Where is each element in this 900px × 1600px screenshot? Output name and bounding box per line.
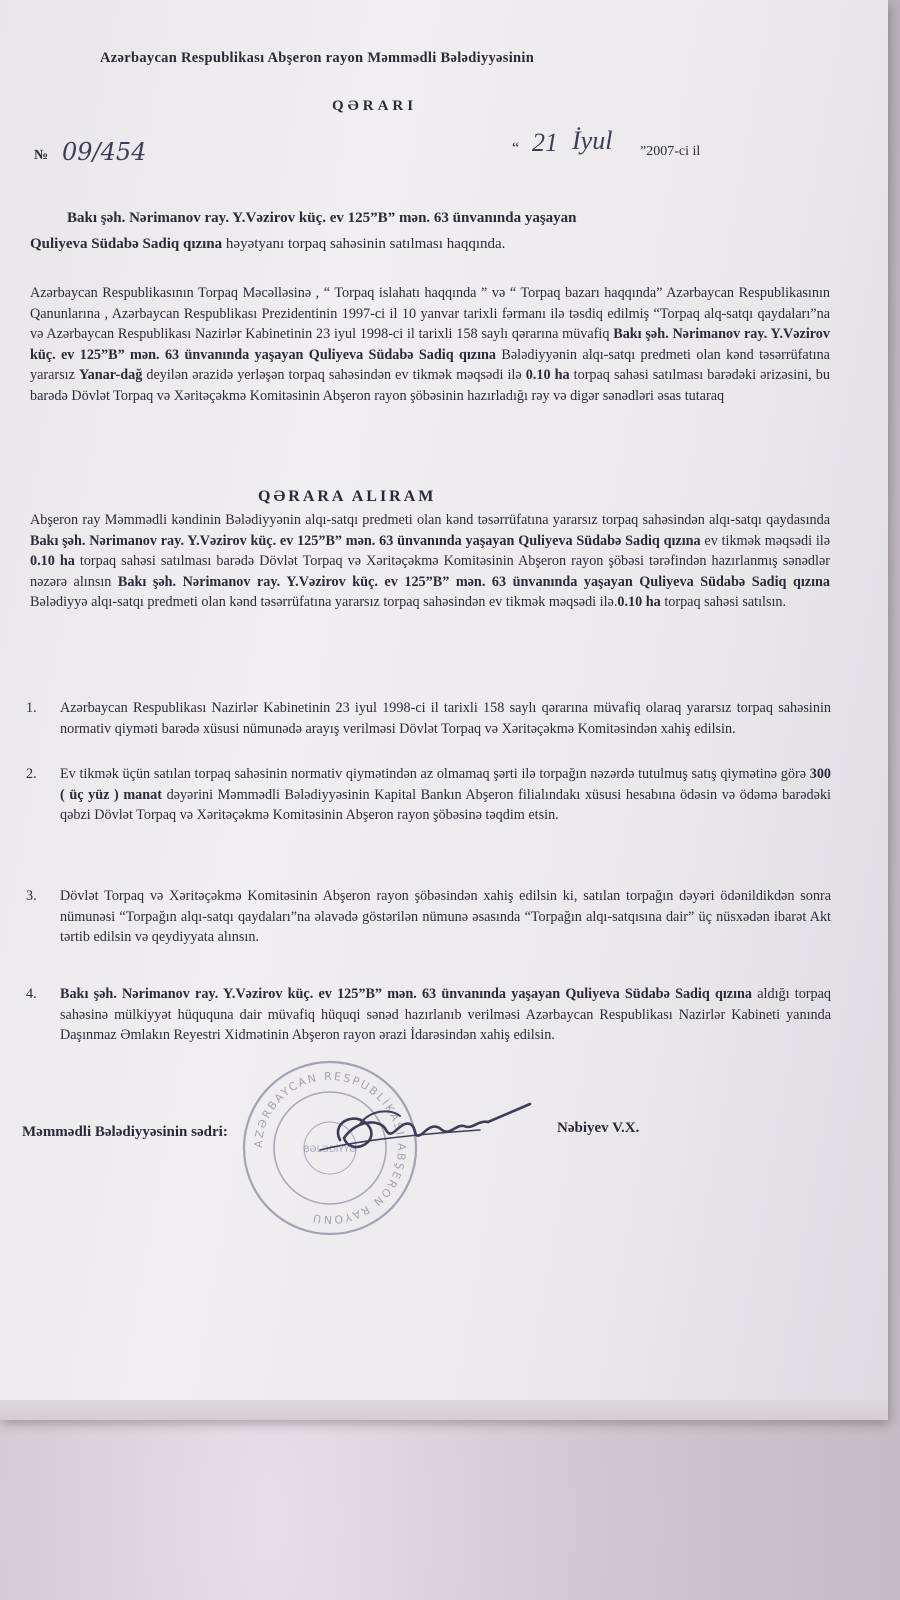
stamp-ring-text: AZƏRBAYCAN RESPUBLİKASI ABŞERON RAYONU <box>251 1069 409 1227</box>
preamble-paragraph <box>30 283 830 406</box>
subject-line-1: Bakı şəh. Nərimanov ray. Y.Vəzirov küç. ev 125”B” mən. 63 ünvanında yaşayan <box>67 210 577 226</box>
decision-text: ev tikmək məqsədi ilə <box>700 532 831 549</box>
decision-paragraph <box>30 510 830 613</box>
item-recipient: Bakı şəh. Nərimanov ray. Y.Vəzirov küç. ev 125”B” mən. 63 ünvanında yaşayan Quliyeva Südabə Sadiq qızına <box>60 986 753 1002</box>
signatory-name: Nəbiyev V.X. <box>557 1120 640 1136</box>
item-text: Ev tikmək üçün satılan torpaq sahəsinin normativ qiymətindən az olmamaq şərti ilə torpağın nəzərdə tutulmuş satış qiymətinə görə <box>60 766 810 782</box>
number-label: № <box>34 148 49 163</box>
place-name: Yanar-dağ <box>78 367 143 383</box>
signatory-title: Məmmədli Bələdiyyəsinin sədri: <box>22 1124 228 1140</box>
issuer-title: Azərbaycan Respublikası Abşeron rayon Məmmədli Bələdiyyəsinin <box>100 50 535 66</box>
item-text: Dövlət Torpaq və Xəritəçəkmə Komitəsinin Abşeron rayon şöbəsindən xahiş edilsin ki, satılan torpağın dəyəri ödənildikdən sonra nümunəsi “Torpağın alqı-satqı qaydaları”na əlavədə göstərilən nümunə əsasında “Torpağın alqı-satqısına dair” üç nüsxədən ibarət Akt tərtib edilsin və qeydiyyata alınsın. <box>60 888 831 945</box>
item-number: 3. <box>26 888 37 904</box>
subject-topic: həyətyanı torpaq sahəsinin satılması haqqında. <box>225 236 506 252</box>
item-number: 4. <box>26 986 37 1002</box>
list-item <box>26 764 831 826</box>
price-value: 300 ( üç yüz ) manat <box>60 766 831 803</box>
decision-text: Bələdiyyə alqı-satqı predmeti olan kənd təsərrüfatına yararsız torpaq sahəsindən ev tikmək məqsədi ilə. <box>30 594 618 610</box>
list-item <box>26 984 831 1046</box>
decision-recipient: Bakı şəh. Nərimanov ray. Y.Vəzirov küç. ev 125”B” mən. 63 ünvanında yaşayan Quliyeva Südabə Sadiq qızına <box>30 532 701 549</box>
date-year: ”2007-ci il <box>640 144 701 159</box>
handwritten-number: 09/454 <box>62 138 147 166</box>
handwritten-day: 21 <box>532 128 558 157</box>
list-item <box>26 698 831 739</box>
preamble-recipient: Bakı şəh. Nərimanov ray. Y.Vəzirov küç. ev 125”B” mən. 63 ünvanında yaşayan Quliyeva Südabə Sadiq qızına <box>30 326 830 363</box>
item-text: aldığı torpaq sahəsinə mülkiyyət hüququna dair müvafiq hüquqi sənəd hazırlanıb verilməsi Azərbaycan Respublikası Nazirlər Kabineti yanında Daşınmaz Əmlakın Reyestri Xidmətinin Abşeron rayon ərazi İdarəsindən xahiş edilsin. <box>60 986 831 1043</box>
preamble-text: Azərbaycan Respublikasının Torpaq Məcəlləsinə , “ Torpaq islahatı haqqında ” və “ Torpaq bazarı haqqında” Azərbaycan Respublikasının Qanunlarına , Azərbaycan Respublikası Prezidentinin 1997-ci il 10 yanvar tarixli fərmanı ilə təsdiq edilmiş “Torpaq alq-satqı qaydaları”na və Azərbaycan Respublikası Nazirlər Kabinetinin 23 iyul 1998-ci il tarixli 158 saylı qərarına müvafiq <box>30 285 830 342</box>
item-number: 1. <box>26 700 37 716</box>
date-quote: “ <box>512 140 520 157</box>
area-value: 0.10 ha <box>525 367 570 383</box>
handwritten-signature <box>300 1090 540 1170</box>
decision-heading: QƏRARI <box>332 98 418 114</box>
decision-text: torpaq sahəsi satılması barədə Dövlət Torpaq və Xəritəçəkmə Komitəsinin Abşeron rayon şöbəsi tərəfindən hazırlanmış sənədlər nəzərə alınsın <box>30 553 830 590</box>
area-value: 0.10 ha <box>617 594 661 610</box>
item-text: dəyərini Məmmədli Bələdiyyəsinin Kapital Bankın Abşeron filialındakı xüsusi hesabına ödəsin və ödəmə barədəki qəbzi Dövlət Torpaq və Xəritəçəkmə Komitəsinin Abşeron rayon şöbəsinə təqdim etsin. <box>60 786 831 823</box>
subject-line-2 <box>30 236 505 253</box>
decision-text: torpaq sahəsi satılsın. <box>660 594 787 610</box>
decision-phrase: QƏRARA ALIRAM <box>258 488 437 505</box>
decision-text: Abşeron ray Məmmədli kəndinin Bələdiyyənin alqı-satqı predmeti olan kənd təsərrüfatına yararsız torpaq sahəsindən alqı-satqı qaydasında <box>30 512 830 528</box>
preamble-text: torpaq sahəsi satılması barədəki ərizəsini, bu barədə Dövlət Torpaq və Xəritəçəkmə Komitəsinin Abşeron rayon şöbəsinin hazırladığı rəy və digər sənədləri əsas tutaraq <box>30 367 830 404</box>
decision-recipient: Bakı şəh. Nərimanov ray. Y.Vəzirov küç. ev 125”B” mən. 63 ünvanında yaşayan Quliyeva Südabə Sadiq qızına <box>117 573 830 590</box>
area-value: 0.10 ha <box>30 553 75 569</box>
preamble-text: Bələdiyyənin alqı-satqı predmeti olan kənd təsərrüfatına yararsız <box>30 346 830 383</box>
stamp-center-text: BƏLƏDİYYƏ <box>303 1145 357 1155</box>
handwritten-month: İyul <box>572 126 613 155</box>
item-number: 2. <box>26 766 37 782</box>
subject-recipient: Quliyeva Südabə Sadiq qızına <box>30 236 223 252</box>
preamble-text: deyilən ərazidə yerləşən torpaq sahəsindən ev tikmək məqsədi ilə <box>142 367 526 383</box>
paper-bottom-edge <box>0 1400 888 1420</box>
item-text: Azərbaycan Respublikası Nazirlər Kabinetinin 23 iyul 1998-ci il tarixli 158 saylı qərarına müvafiq olaraq yararsız torpaq sahəsinin normativ qiyməti barədə xüsusi nümunədə arayış verilməsi Dövlət Torpaq və Xəritəçəkmə Komitəsindən xahiş edilsin. <box>60 700 831 737</box>
list-item <box>26 886 831 948</box>
